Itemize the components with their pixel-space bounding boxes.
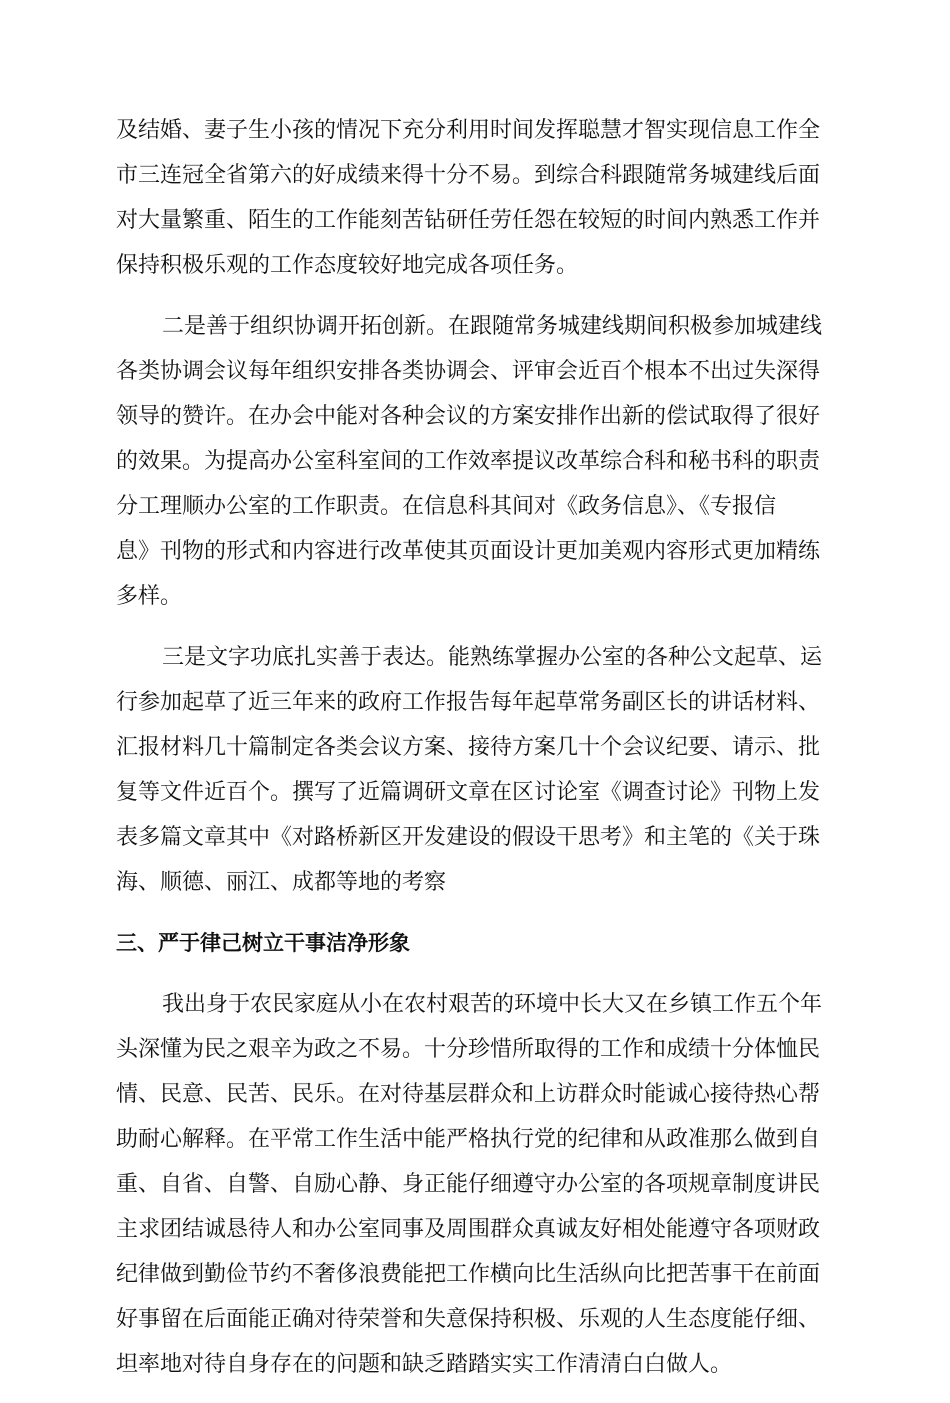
text-line: 纪律做到勤俭节约不奢侈浪费能把工作横向比生活纵向比把苦事干在前面 (116, 1262, 821, 1287)
text-line: 息》刊物的形式和内容进行改革使其页面设计更加美观内容形式更加精练 (116, 539, 821, 564)
text-line: 各类协调会议每年组织安排各类协调会、评审会近百个根本不出过失深得 (116, 359, 821, 384)
text-line: 市三连冠全省第六的好成绩来得十分不易。到综合科跟随常务城建线后面 (116, 163, 821, 188)
text-line: 及结婚、妻子生小孩的情况下充分利用时间发挥聪慧才智实现信息工作全 (116, 118, 821, 143)
section-heading: 三、严于律己树立干事洁净形象 (116, 931, 410, 955)
text-line: 表多篇文章其中《对路桥新区开发建设的假设干思考》和主笔的《关于珠 (116, 825, 821, 850)
text-line: 对大量繁重、陌生的工作能刻苦钻研任劳任怨在较短的时间内熟悉工作并 (116, 208, 821, 233)
text-line: 多样。 (116, 584, 183, 609)
text-line: 主求团结诚恳待人和办公室同事及周围群众真诚友好相处能遵守各项财政 (116, 1217, 821, 1242)
text-line: 领导的赞许。在办会中能对各种会议的方案安排作出新的偿试取得了很好 (116, 404, 821, 429)
text-line: 好事留在后面能正确对待荣誉和失意保持积极、乐观的人生态度能仔细、 (116, 1307, 821, 1332)
text-line: 头深懂为民之艰辛为政之不易。十分珍惜所取得的工作和成绩十分体恤民 (116, 1037, 821, 1062)
paragraph-2 (116, 304, 836, 619)
text-line: 分工理顺办公室的工作职责。在信息科其间对《政务信息》、《专报信 (116, 494, 777, 519)
text-line: 海、顺德、丽江、成都等地的考察 (116, 870, 447, 895)
text-line: 情、民意、民苦、民乐。在对待基层群众和上访群众时能诚心接待热心帮 (116, 1082, 821, 1107)
text-line: 汇报材料几十篇制定各类会议方案、接待方案几十个会议纪要、请示、批 (116, 735, 821, 760)
paragraph-1 (116, 108, 836, 288)
paragraph-4 (116, 982, 836, 1387)
document-page (116, 108, 836, 1403)
text-line: 我出身于农民家庭从小在农村艰苦的环境中长大又在乡镇工作五个年 (162, 992, 823, 1017)
text-line: 坦率地对待自身存在的问题和缺乏踏踏实实工作清清白白做人。 (116, 1352, 733, 1377)
text-line: 的效果。为提高办公室科室间的工作效率提议改革综合科和秘书科的职责 (116, 449, 821, 474)
paragraph-3 (116, 635, 836, 905)
text-line: 保持积极乐观的工作态度较好地完成各项任务。 (116, 253, 579, 278)
text-line: 复等文件近百个。撰写了近篇调研文章在区讨论室《调查讨论》刊物上发 (116, 780, 821, 805)
text-line: 二是善于组织协调开拓创新。在跟随常务城建线期间积极参加城建线 (162, 314, 823, 339)
text-line: 重、自省、自警、自励心静、身正能仔细遵守办公室的各项规章制度讲民 (116, 1172, 821, 1197)
text-line: 行参加起草了近三年来的政府工作报告每年起草常务副区长的讲话材料、 (116, 690, 821, 715)
text-line: 三是文字功底扎实善于表达。能熟练掌握办公室的各种公文起草、运 (162, 645, 823, 670)
text-line: 助耐心解释。在平常工作生活中能严格执行党的纪律和从政准那么做到自 (116, 1127, 821, 1152)
